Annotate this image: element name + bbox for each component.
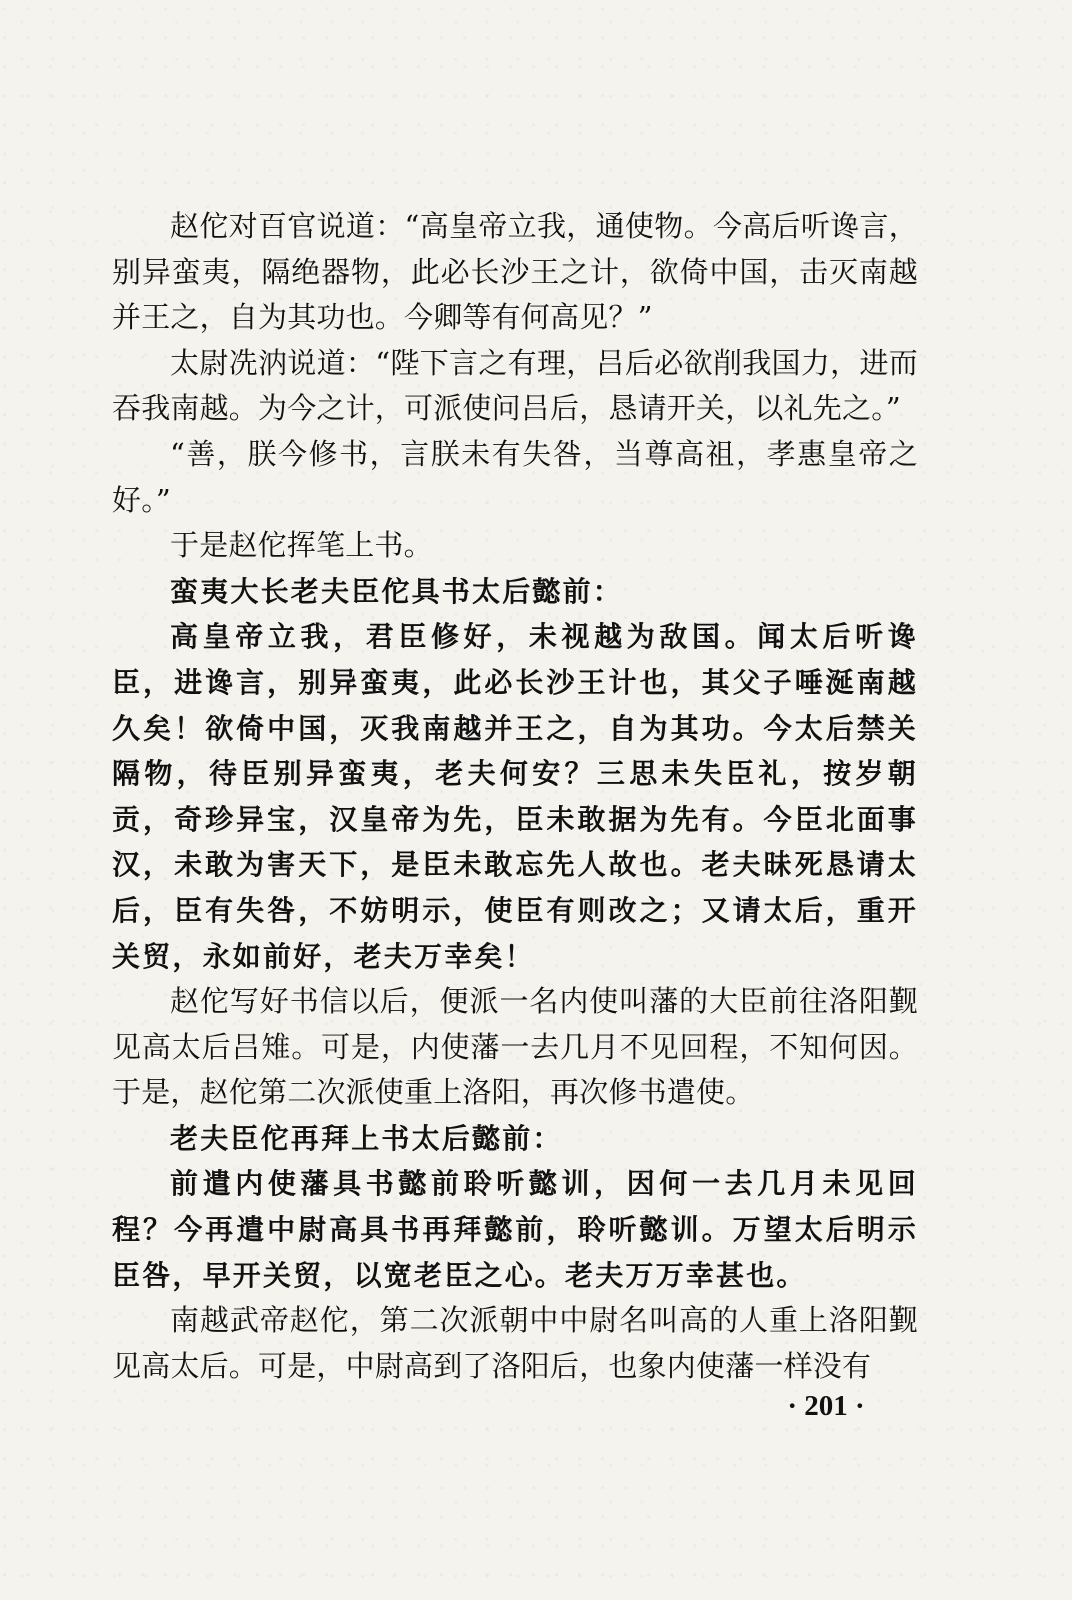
paragraph-taiwei-reply: 太尉冼汭说道：“陛下言之有理，吕后必欲削我国力，进而吞我南越。为今之计，可派使问吕后，恳请开关，以礼先之。” bbox=[112, 345, 918, 426]
letter-body-first: 高皇帝立我，君臣修好，未视越为敌国。闻太后听谗臣，进谗言，别异蛮夷，此必长沙王计也，其父子唾涎南越久矣！欲倚中国，灭我南越并王之，自为其功。今太后禁关隔物，待臣别异蛮夷，老夫何安？三思未失臣礼，按岁朝贡，奇珍异宝，汉皇帝为先，臣未敢据为先有。今臣北面事汉，未敢为害天下，是臣未敢忘先人故也。老夫昧死恳请太后，臣有失咎，不妨明示，使臣有则改之；又请太后，重开关贸，永如前好，老夫万幸矣！ bbox=[112, 620, 918, 973]
letter-heading-first: 蛮夷大长老夫臣佗具书太后懿前： bbox=[170, 574, 624, 608]
paragraph-second-envoy: 南越武帝赵佗，第二次派朝中中尉名叫高的人重上洛阳觐见高太后。可是，中尉高到了洛阳后，也象内使藩一样没有 bbox=[112, 1303, 918, 1383]
paragraph-zhao-tuo-speech: 赵佗对百官说道：“高皇帝立我，通使物。今高后听谗言，别异蛮夷，隔绝器物，此必长沙王之计，欲倚中国，击灭南越并王之，自为其功也。今卿等有何高见？” bbox=[112, 209, 918, 335]
paragraph-write-letter: 于是赵佗挥笔上书。 bbox=[170, 528, 433, 563]
paragraph-emperor-reply: “善，朕今修书，言朕未有失咎，当尊高祖，孝惠皇帝之好。” bbox=[112, 436, 918, 517]
document-body bbox=[112, 204, 918, 1389]
paragraph-send-envoy: 赵佗写好书信以后，便派一名内使叫藩的大臣前往洛阳觐见高太后吕雉。可是，内使藩一去几月不见回程，不知何因。于是，赵佗第二次派使重上洛阳，再次修书遣使。 bbox=[112, 984, 918, 1110]
page-number: · 201 · bbox=[787, 1390, 865, 1422]
letter-heading-second: 老夫臣佗再拜上书太后懿前： bbox=[170, 1121, 563, 1155]
letter-body-second: 前遣内使藩具书懿前聆听懿训，因何一去几月未见回程？今再遣中尉高具书再拜懿前，聆听懿训。万望太后明示臣咎，早开关贸，以宽老臣之心。老夫万万幸甚也。 bbox=[112, 1167, 918, 1292]
